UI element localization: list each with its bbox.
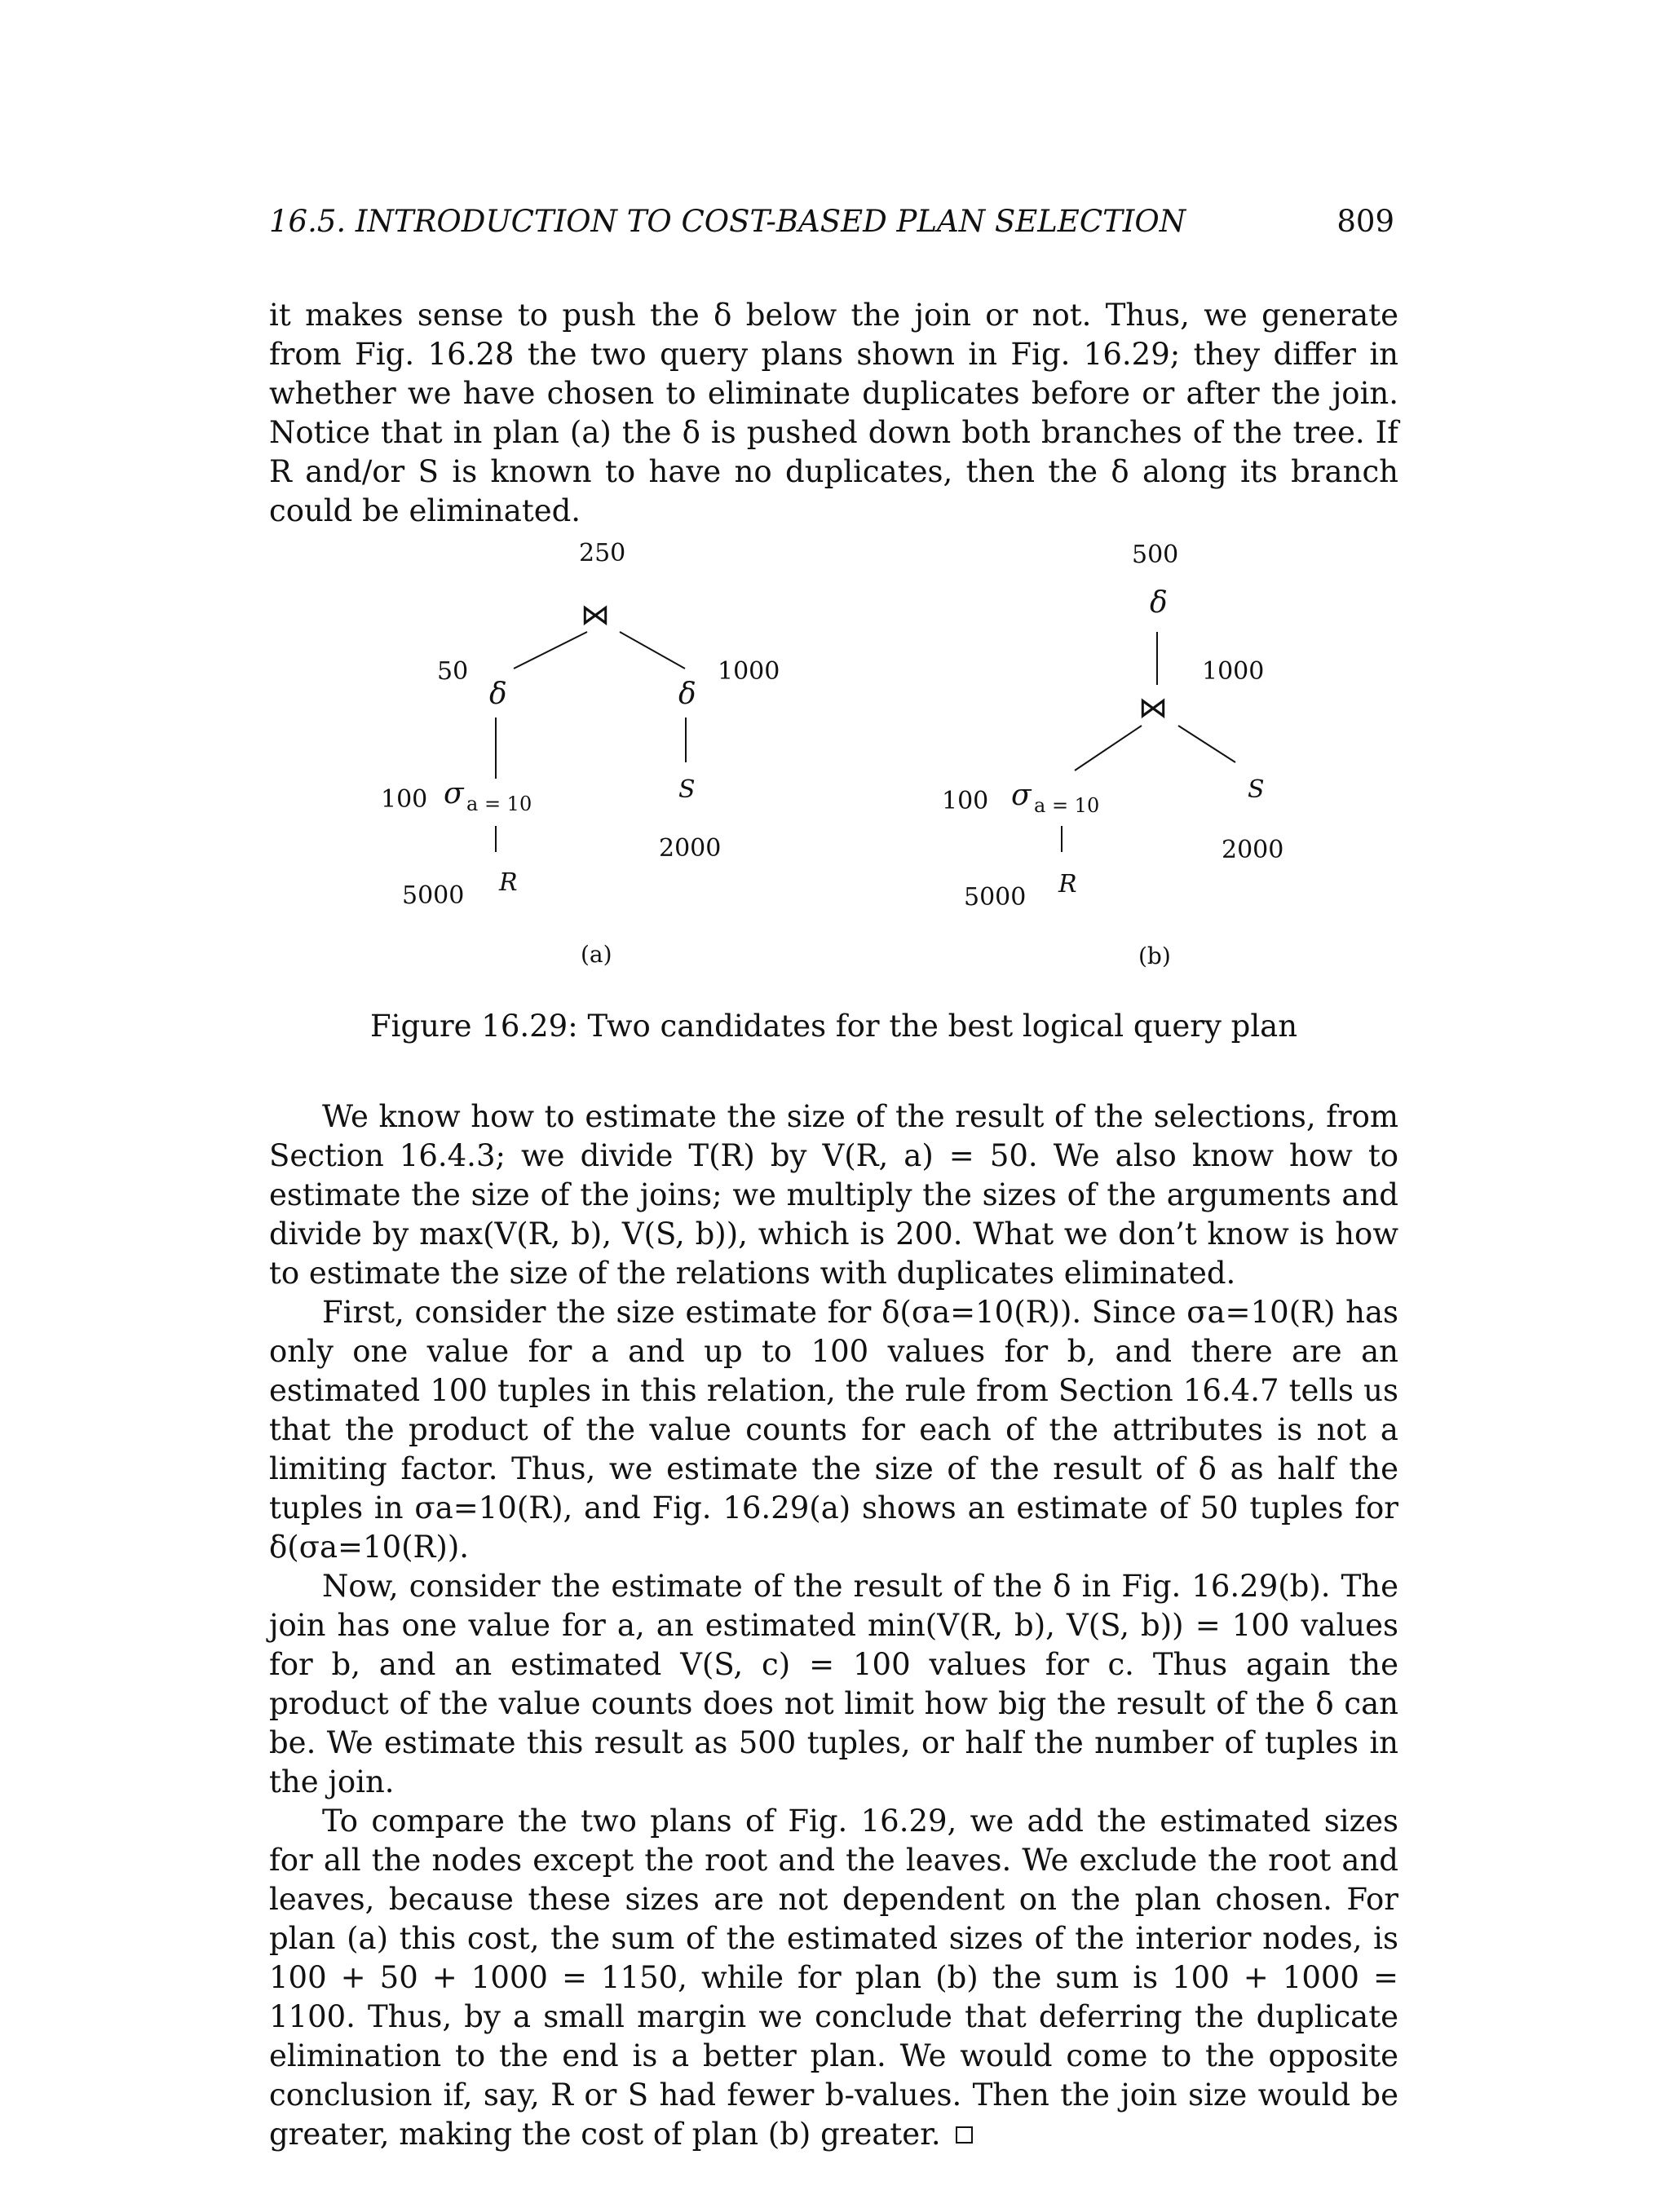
plan-a-relation-r: R — [499, 868, 518, 897]
edge-join-left — [1075, 726, 1142, 770]
plan-a-select: σ — [444, 777, 464, 810]
plan-b-relation-s: S — [1248, 775, 1265, 804]
plan-b-tree — [942, 541, 1283, 969]
edge-join-left — [514, 632, 587, 669]
paragraph-delta-estimate-b: Now, consider the estimate of the result of the δ in Fig. 16.29(b). The join has one value for a, an estimated min(V(R, b), V(S, b)) = 100 values for b, and an estimated V(S, c) = 100 values for c. Thus again the product of the value counts does not limit how big the result of the δ can be. We estimate this result as 500 tuples, or half the number of tuples in the join. — [269, 1569, 1398, 1799]
plan-a-tree — [381, 539, 780, 968]
plan-b-caption: (b) — [1138, 943, 1171, 969]
plan-b-select: σ — [1011, 779, 1032, 812]
paragraph-text: To compare the two plans of Fig. 16.29, we add the estimated sizes for all the nodes except the root and the leaves. We exclude the root and leaves, because these sizes are not dependent on the plan chosen. For plan (a) this cost, the sum of the estimated sizes of the interior nodes, is 100 + 50 + 1000 = 1150, while for plan (b) the sum is 100 + 1000 = 1100. Thus, by a small margin we conclude that deferring the duplicate elimination to the end is a better plan. We would come to the opposite conclusion if, say, R or S had fewer b-values. Then the join size would be greater, making the cost of plan (b) greater. — [269, 1804, 1398, 2152]
plan-b-join-size: 1000 — [1202, 657, 1265, 686]
edge-join-right — [1178, 726, 1235, 762]
plan-a-s-size: 2000 — [659, 834, 722, 863]
join-icon: ⋈ — [1138, 691, 1168, 725]
page-number: 809 — [1336, 204, 1394, 239]
plan-a-left-delta-size: 50 — [437, 657, 469, 686]
plan-b-root-size: 500 — [1132, 541, 1179, 569]
plan-b-select-size: 100 — [942, 787, 989, 815]
plan-b-delta: δ — [1150, 586, 1168, 620]
plan-a-right-delta: δ — [678, 678, 696, 711]
plan-b-select-condition: a = 10 — [1034, 794, 1100, 817]
plan-a-right-delta-size: 1000 — [718, 657, 780, 686]
plan-b-relation-r: R — [1058, 870, 1077, 898]
paragraph-delta-estimate-a: First, consider the size estimate for δ(σa=10(R)). Since σa=10(R) has only one value for a and up to 100 values for b, and there are an estimated 100 tuples in this relation, the rule from Section 16.4.7 tells us that the product of the value counts for each of the attributes is not a limiting factor. Thus, we estimate the size of the result of δ as half the tuples in σa=10(R), and Fig. 16.29(a) shows an estimate of 50 tuples for δ(σa=10(R)). — [269, 1295, 1398, 1565]
paragraph-text: it makes sense to push the δ below the join or not. Thus, we generate from Fig. 16.28 the two query plans shown in Fig. 16.29; they differ in whether we have chosen to eliminate duplicates before or after the join. Notice that in plan (a) the δ is pushed down both branches of the tree. If R and/or S is known to have no duplicates, then the δ along its branch could be eliminated. — [269, 298, 1398, 528]
plan-a-relation-s: S — [678, 775, 696, 804]
edge-join-right — [620, 632, 685, 669]
plan-a-left-delta: δ — [489, 678, 507, 711]
plan-a-caption: (a) — [581, 941, 612, 968]
main-text — [269, 1097, 1398, 2154]
figure-caption: Figure 16.29: Two candidates for the best logical query plan — [369, 1009, 1298, 1044]
qed-box-icon — [956, 2126, 973, 2144]
plan-a-root-size: 250 — [579, 539, 626, 567]
plan-a-select-condition: a = 10 — [466, 793, 532, 815]
plan-b-r-size: 5000 — [964, 883, 1027, 912]
plan-a-r-size: 5000 — [402, 881, 465, 910]
paragraph-compare-plans — [269, 1802, 1398, 2154]
section-title: 16.5. INTRODUCTION TO COST-BASED PLAN SELECTION — [269, 204, 1186, 239]
figure-16-29 — [0, 0, 1670, 1019]
paragraph-selection-estimate: We know how to estimate the size of the result of the selections, from Section 16.4.3; we divide T(R) by V(R, a) = 50. We also know how to estimate the size of the joins; we multiply the sizes of the arguments and divide by max(V(R, b), V(S, b)), which is 200. What we don’t know is how to estimate the size of the relations with duplicates eliminated. — [269, 1099, 1398, 1291]
plan-a-select-size: 100 — [381, 785, 428, 814]
plan-b-s-size: 2000 — [1222, 836, 1284, 864]
join-icon: ⋈ — [581, 598, 610, 632]
